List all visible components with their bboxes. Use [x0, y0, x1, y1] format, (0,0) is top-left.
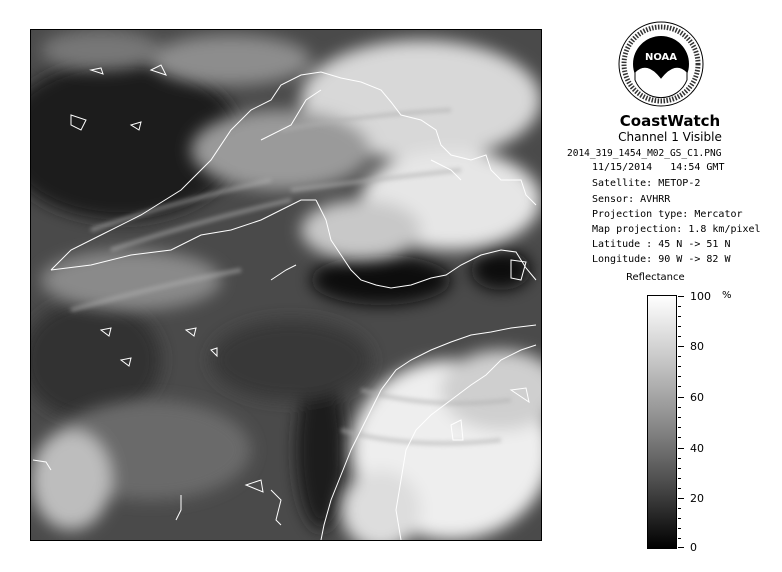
colorbar-minor-tick: [678, 306, 681, 307]
colorbar-minor-tick: [678, 386, 681, 387]
filename-label: 2014_319_1454_M02_GS_C1.PNG: [567, 148, 722, 159]
satellite-image: [30, 29, 542, 541]
noaa-logo: [617, 20, 705, 108]
longitude-label: Longitude: 90 W -> 82 W: [592, 254, 731, 265]
colorbar-tick: [678, 498, 684, 499]
colorbar-tick: [678, 448, 684, 449]
time-value: 14:54 GMT: [670, 162, 725, 173]
channel-label: Channel 1 Visible: [618, 130, 722, 144]
colorbar-minor-tick: [678, 468, 681, 469]
colorbar-minor-tick: [678, 427, 681, 428]
colorbar-tick-label: 60: [690, 391, 704, 404]
colorbar-minor-tick: [678, 518, 681, 519]
datetime-label: [592, 162, 724, 173]
colorbar-minor-tick: [678, 407, 681, 408]
colorbar-minor-tick: [678, 326, 681, 327]
projection-type-label: Projection type: Mercator: [592, 209, 743, 220]
map-projection-label: Map projection: 1.8 km/pixel: [592, 224, 761, 235]
satellite-label: Satellite: METOP-2: [592, 178, 701, 189]
colorbar-minor-tick: [678, 336, 681, 337]
colorbar-title: Reflectance: [626, 272, 685, 283]
colorbar-minor-tick: [678, 316, 681, 317]
colorbar-tick-label: 40: [690, 442, 704, 455]
colorbar-tick: [678, 397, 684, 398]
noaa-logo-text: NOAA: [644, 52, 678, 63]
colorbar-tick: [678, 346, 684, 347]
colorbar-minor-tick: [678, 366, 681, 367]
colorbar-minor-tick: [678, 478, 681, 479]
latitude-label: Latitude : 45 N -> 51 N: [592, 239, 731, 250]
colorbar-minor-tick: [678, 488, 681, 489]
date-value: 11/15/2014: [592, 162, 653, 173]
colorbar-minor-tick: [678, 356, 681, 357]
colorbar-tick-label: 80: [690, 340, 704, 353]
colorbar-minor-tick: [678, 417, 681, 418]
product-title: CoastWatch: [619, 112, 721, 130]
colorbar-tick-label: 20: [690, 492, 704, 505]
colorbar-tick-label: 100: [690, 290, 711, 303]
colorbar-minor-tick: [678, 528, 681, 529]
colorbar-tick: [678, 547, 684, 548]
reflectance-colorbar: [647, 295, 677, 549]
colorbar-tick: [678, 296, 684, 297]
colorbar-minor-tick: [678, 538, 681, 539]
colorbar-minor-tick: [678, 376, 681, 377]
colorbar-tick-label: 0: [690, 541, 697, 554]
colorbar-unit: %: [722, 290, 732, 301]
colorbar-minor-tick: [678, 458, 681, 459]
colorbar-minor-tick: [678, 508, 681, 509]
colorbar-minor-tick: [678, 437, 681, 438]
sensor-label: Sensor: AVHRR: [592, 194, 671, 205]
satellite-image-canvas: [31, 30, 541, 540]
